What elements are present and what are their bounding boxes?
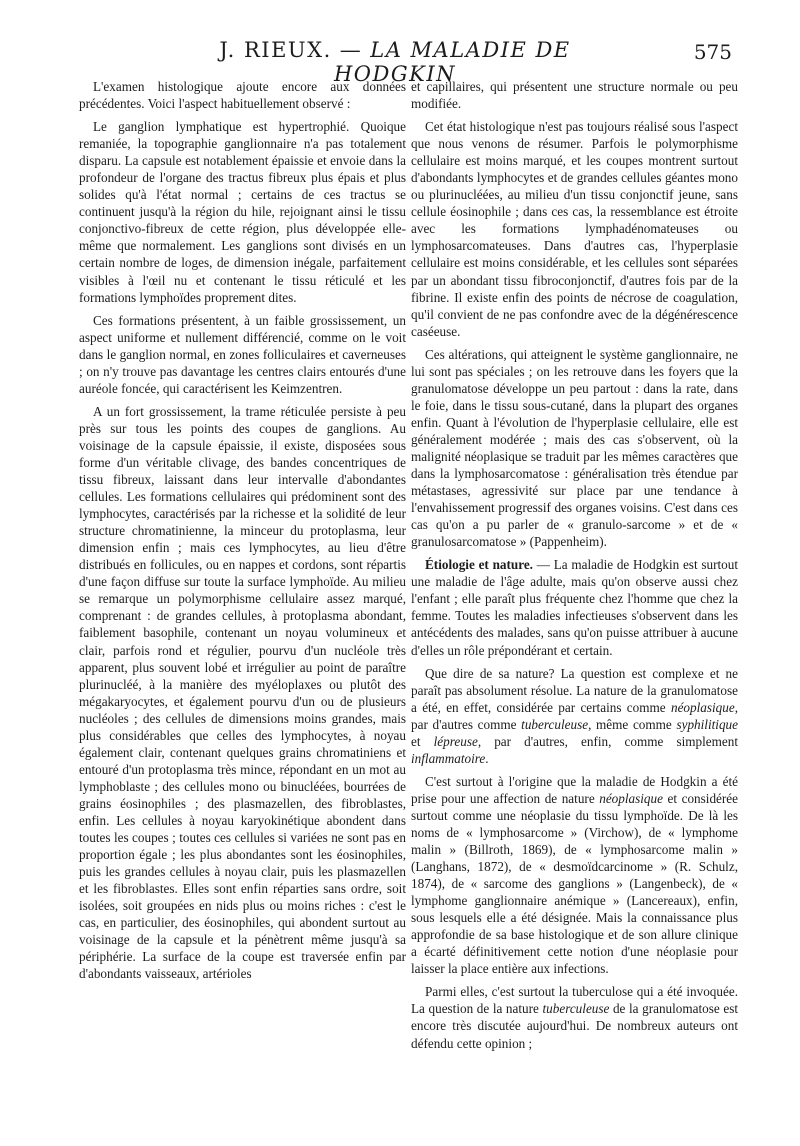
header-author: J. RIEUX. bbox=[219, 38, 332, 62]
section-heading-dash: — bbox=[532, 557, 554, 573]
right-paragraph-2: Cet état histologique n'est pas toujours réalisé sous l'aspect que nous venons de résumer. Parfois le polymorphisme cellulaire est moins marqué, et les coupes montrent surtout d'abondants lymphocytes et de grandes cellules géantes mono ou plurinucléées, au milieu d'un tissu conjonctif jeune, sans cellule éosinophile ; dans ces cas, la ressemblance est étroite avec les formations lymphadénomateuses ou lymphosarcomateuses. Dans d'autres cas, l'hyperplasie cellulaire est moins considérable, et les cellules sont séparées par un abondant tissu fibroconjonctif, d'autres fois par de la fibrine. Il existe enfin des points de nécrose de coagulation, qu'il convient de ne pas confondre avec de la dégénérescence caséeuse. bbox=[411, 119, 738, 339]
p5-italic-lepreuse: lépreuse bbox=[433, 733, 478, 749]
p7-italic-tuberculeuse: tuberculeuse bbox=[542, 1001, 610, 1017]
right-paragraph-1: et capillaires, qui présentent une structure normale ou peu modifiée. bbox=[411, 79, 738, 112]
left-column bbox=[79, 78, 406, 988]
page-number: 575 bbox=[693, 40, 732, 64]
p5-text-f: . bbox=[485, 750, 489, 766]
p5-italic-tuberculeuse: tuberculeuse bbox=[521, 716, 589, 732]
left-paragraph-1: L'examen histologique ajoute encore aux données précédentes. Voici l'aspect habituellement observé : bbox=[79, 79, 406, 112]
right-paragraph-4-text: La maladie de Hodgkin est surtout une maladie de l'âge adulte, mais qu'on observe aussi chez l'enfant ; elle paraît plus fréquente chez l'homme que chez la femme. Toutes les maladies infectieuses s'observent dans les antécédents des malades, sans qu'on puisse attribuer à aucune d'elles un rôle prépondérant et certain. bbox=[411, 557, 738, 658]
p7-text-a: Parmi elles, c'est surtout la tuberculose qui a été invoquée. La question de la nature bbox=[411, 984, 738, 1017]
right-paragraph-7 bbox=[411, 983, 738, 1051]
right-paragraph-3: Ces altérations, qui atteignent le système ganglionnaire, ne lui sont pas spéciales ; on les retrouve dans les foyers que la granulomatose développe un peu partout : dans la rate, dans le foie, dans le tissu sous-cutané, dans la plupart des organes enfin. Quant à l'évolution de l'hyperplasie cellulaire, elle est généralement modérée ; mais des cas s'observent, où la malignité néoplasique se traduit par les mêmes caractères que dans la lymphosarcomatose : généralisation très étendue par métastases, agressivité sur place par une tendance à l'envahissement progressif des organes voisins. C'est dans ces cas qu'on a pu parler de « granulo-sarcome » et de « granulosarcomatose » (Pappenheim). bbox=[411, 346, 738, 550]
header-title: LA MALADIE DE HODGKIN bbox=[333, 38, 571, 86]
right-paragraph-5 bbox=[411, 665, 738, 767]
p7-text-b: de la granulomatose est encore très discutée aujourd'hui. De nombreux auteurs ont défendu cette opinion ; bbox=[411, 1001, 738, 1051]
p6-italic-neoplasique: néoplasique bbox=[599, 790, 663, 806]
right-paragraph-4 bbox=[411, 556, 738, 658]
p6-text-b: et considérée surtout comme une néoplasie du tissu lymphoïde. De là les noms de « lymphosarcome » (Virchow), de « lymphome malin » (Billroth, 1869), de « lymphosarcome malin » (Langhans, 1872), de « desmoïdcarcinome » (R. Schulz, 1874), de « sarcome des ganglions » (Langenbeck), de « lymphome ganglionnaire anémique » (Lancereaux), enfin, sous lesquels elle a été désignée. Mais la connaissance plus approfondie de sa base histologique et de son allure clinique a écarté définitivement cette notion d'une néoplasie pour laisser la place entière aux infections. bbox=[411, 790, 738, 977]
page-header bbox=[0, 38, 800, 86]
p5-text-a: Que dire de sa nature? La question est complexe et ne paraît pas absolument résolue. La nature de la granulomatose a été, en effet, considérée par certains comme bbox=[411, 665, 738, 715]
p5-text-e: , par d'autres, enfin, comme simplement bbox=[477, 733, 738, 749]
right-paragraph-6 bbox=[411, 773, 738, 978]
left-paragraph-4: A un fort grossissement, la trame réticulée persiste à peu près sur tous les points des coupes de ganglions. Au voisinage de la capsule épaissie, il existe, disposées sous forme d'un véritable clivage, des bandes concentriques de tissu fibreux, laissant dans leur intervalle d'abondantes cellules. Les formations cellulaires qui prédominent sont des lymphocytes, caractérisés par la richesse et la solidité de leur structure chromatinienne, la minceur du protoplasma, leur dimension enfin ; mais ces lymphocytes, au lieu d'être distribués en follicules, ou en nappes et cordons, sont répartis d'une façon diffuse sur toute la surface lymphoïde. Au milieu se remarque un polymorphisme cellulaire assez marqué, comprenant : de grandes cellules, à protoplasma abondant, faiblement basophile, contenant un noyau volumineux et clair, parfois rond et régulier, pourvu d'un nucléole très apparent, plus souvent lobé et irrégulier au point de paraître plurinucléé, à la manière des myéloplaxes ou plutôt des mégakaryocytes, et également pourvu d'un ou de plusieurs nucléoles ; des cellules de dimensions moins grandes, mais plus considérables que celles des lymphocytes, à noyau également clair, contenant quelques grains chromatiniens et entouré d'un protoplasma très mince, répondant en un mot au lymphoblaste ; des cellules mono ou binucléées, bourrées de grains éosinophiles ; des plasmazellen, des fibroblastes, enfin. Les cellules à noyau karyokinétique abondent dans toutes les coupes ; toutes ces cellules si variées ne sont pas en proportion égale ; les plus abondantes sont les éosinophiles, puis les grandes cellules à noyau clair, puis les plasmazellen et les fibroblastes. Elles sont enfin réparties sans ordre, soit isolées, soit groupées en nids plus ou moins riches : c'est le cas, en particulier, des éosinophiles, qui abondent surtout au voisinage de la capsule et la pénètrent même jusqu'à sa périphérie. La surface de la coupe est traversée enfin par d'abondants vaisseaux, artérioles bbox=[79, 403, 406, 982]
p5-italic-inflammatoire: inflammatoire bbox=[411, 750, 486, 766]
p5-text-c: , même comme bbox=[588, 716, 677, 732]
section-heading-etiologie: Étiologie et nature. bbox=[425, 557, 533, 573]
p5-text-d: et bbox=[411, 733, 434, 749]
header-separator: — bbox=[339, 38, 363, 62]
p5-italic-syphilitique: syphilitique bbox=[676, 716, 738, 732]
p6-text-a: C'est surtout à l'origine que la maladie de Hodgkin a été prise pour une affection de nature bbox=[411, 773, 738, 806]
p5-text-b: , par d'autres comme bbox=[411, 699, 738, 732]
left-paragraph-3: Ces formations présentent, à un faible grossissement, un aspect uniforme et nullement différencié, comme on le voit dans le ganglion normal, en zones folliculaires et caverneuses ; on n'y trouve pas davantage les centres clairs entourés d'une auréole foncée, qui caractérisent les Keimzentren. bbox=[79, 312, 406, 396]
p5-italic-neoplasique: néoplasique bbox=[670, 699, 735, 715]
left-paragraph-2: Le ganglion lymphatique est hypertrophié. Quoique remaniée, la topographie ganglionnaire n'a pas totalement disparu. La capsule est notablement épaissie et envoie dans la profondeur de l'organe des tractus fibreux plus épais et plus solides qu'à l'état normal ; certains de ces tractus se continuent jusqu'à la région du hile, rejoignant ainsi le tissu conjonctivo-fibreux de cette région, plus développée elle-même que normalement. Les ganglions sont divisés en un certain nombre de loges, de dimension inégale, parfaitement visibles à l'œil nu et contenant le tissu réticulé et les formations lymphoïdes proprement dites. bbox=[79, 119, 406, 305]
right-column bbox=[411, 78, 738, 1058]
